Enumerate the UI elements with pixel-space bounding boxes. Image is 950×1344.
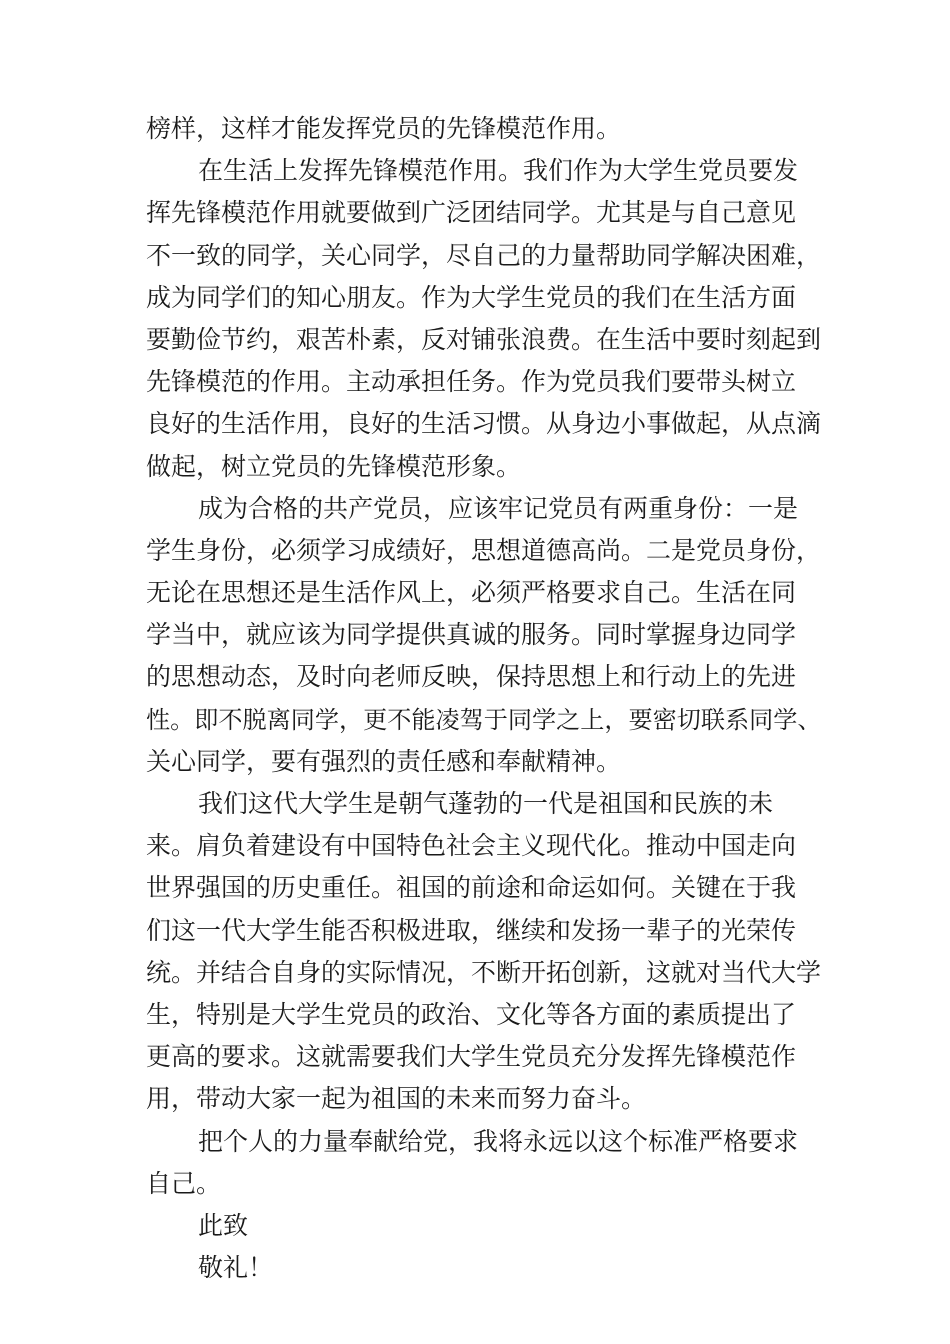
body-line: 不一致的同学，关心同学，尽自己的力量帮助同学解决困难，: [146, 240, 822, 270]
closing-text: 此致: [198, 1210, 249, 1240]
letter-body: [146, 108, 822, 1289]
body-line: 我们这代大学生是朝气蓬勃的一代是祖国和民族的未: [198, 789, 774, 818]
body-line: 更高的要求。这就需要我们大学生党员充分发挥先锋模范作: [146, 1042, 797, 1072]
body-line: 无论在思想还是生活作风上，必须严格要求自己。生活在同: [146, 578, 797, 608]
body-line: 挥先锋模范作用就要做到广泛团结同学。尤其是与自己意见: [146, 198, 797, 228]
body-line: 生，特别是大学生党员的政治、文化等各方面的素质提出了: [146, 999, 797, 1029]
body-line: 们这一代大学生能否积极进取，继续和发扬一辈子的光荣传: [146, 915, 797, 945]
body-line: 榜样，这样才能发挥党员的先锋模范作用。: [146, 114, 622, 143]
body-line: 性。即不脱离同学，更不能凌驾于同学之上，要密切联系同学、: [146, 705, 822, 734]
body-line: 要勤俭节约，艰苦朴素，反对铺张浪费。在生活中要时刻起到: [146, 324, 822, 354]
body-line: 来。肩负着建设有中国特色社会主义现代化。推动中国走向: [146, 831, 797, 861]
body-line: 做起，树立党员的先锋模范形象。: [146, 451, 522, 481]
body-line: 自己。: [146, 1168, 222, 1198]
salutation-text: 敬礼！: [198, 1253, 274, 1283]
body-line: 学当中，就应该为同学提供真诚的服务。同时掌握身边同学: [146, 620, 797, 650]
body-line: 在生活上发挥先锋模范作用。我们作为大学生党员要发: [198, 156, 799, 186]
body-line: 关心同学，要有强烈的责任感和奉献精神。: [146, 746, 622, 776]
body-line: 良好的生活作用，良好的生活习惯。从身边小事做起，从点滴: [146, 409, 822, 439]
body-line: 先锋模范的作用。主动承担任务。作为党员我们要带头树立: [146, 367, 797, 397]
body-line: 世界强国的历史重任。祖国的前途和命运如何。关键在于我: [146, 873, 797, 903]
body-line: 用，带动大家一起为祖国的未来而努力奋斗。: [146, 1084, 647, 1114]
body-line: 把个人的力量奉献给党，我将永远以这个标准严格要求: [198, 1126, 799, 1156]
body-line: 成为合格的共产党员，应该牢记党员有两重身份：一是: [198, 493, 799, 523]
body-line: 成为同学们的知心朋友。作为大学生党员的我们在生活方面: [146, 282, 797, 312]
body-line: 统。并结合自身的实际情况，不断开拓创新，这就对当代大学: [146, 957, 822, 987]
body-line: 的思想动态，及时向老师反映，保持思想上和行动上的先进: [146, 662, 797, 692]
body-line: 学生身份，必须学习成绩好，思想道德高尚。二是党员身份，: [146, 535, 822, 565]
